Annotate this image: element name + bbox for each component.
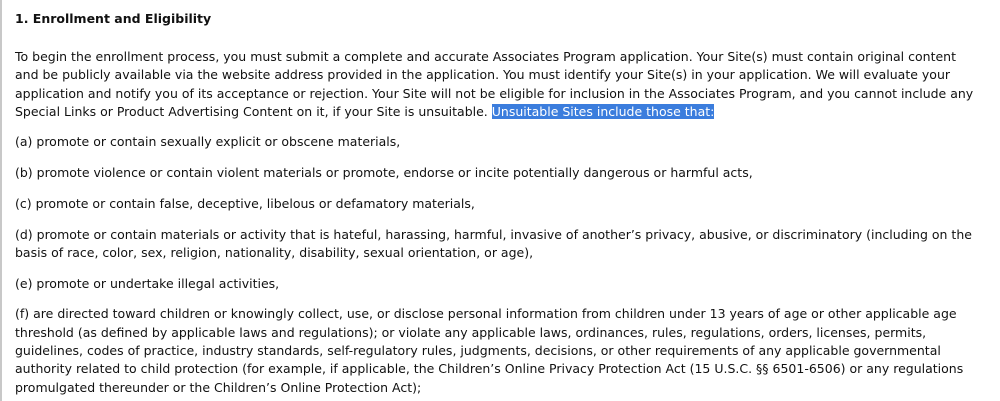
list-item-d: (d) promote or contain materials or activity that is hateful, harassing, harmful, invasive of another’s privacy, abusive, or discriminatory (including on the basis of race, color, sex, religion, nationality, disability, sexual orientation, or age), [15, 226, 972, 260]
list-item-b: (b) promote violence or contain violent materials or promote, endorse or incite potentially dangerous or harmful acts, [15, 164, 753, 180]
intro-paragraph [15, 48, 980, 121]
list-item-e: (e) promote or undertake illegal activities, [15, 275, 280, 291]
selected-text-highlight[interactable]: Unsuitable Sites include those that: [491, 103, 715, 119]
intro-text: To begin the enrollment process, you must submit a complete and accurate Associates Program application. Your Site(s) must contain original content and be publicly available via the website address provided in the application. You must identify your Site(s) in your application. We will evaluate your application and notify you of its acceptance or rejection. Your Site will not be eligible for inclusion in the Associates Program, and you cannot include any Special Links or Product Advertising Content on it, if your Site is unsuitable. [15, 49, 974, 119]
list-item-c: (c) promote or contain false, deceptive, libelous or defamatory materials, [15, 195, 475, 211]
section-heading: 1. Enrollment and Eligibility [15, 11, 212, 26]
list-item-f: (f) are directed toward children or knowingly collect, use, or disclose personal information from children under 13 years of age or other applicable age threshold (as defined by applicable laws and regulations); or violate any applicable laws, ordinances, rules, regulations, orders, licenses, permits, guidelines, codes of practice, industry standards, self-regulatory rules, judgments, decisions, or other requirements of any applicable governmental authority related to child protection (for example, if applicable, the Children’s Online Privacy Protection Act (15 U.S.C. §§ 6501-6506) or any regulations promulgated thereunder or the Children’s Online Protection Act); [15, 306, 964, 395]
list-item-a: (a) promote or contain sexually explicit or obscene materials, [15, 134, 401, 150]
